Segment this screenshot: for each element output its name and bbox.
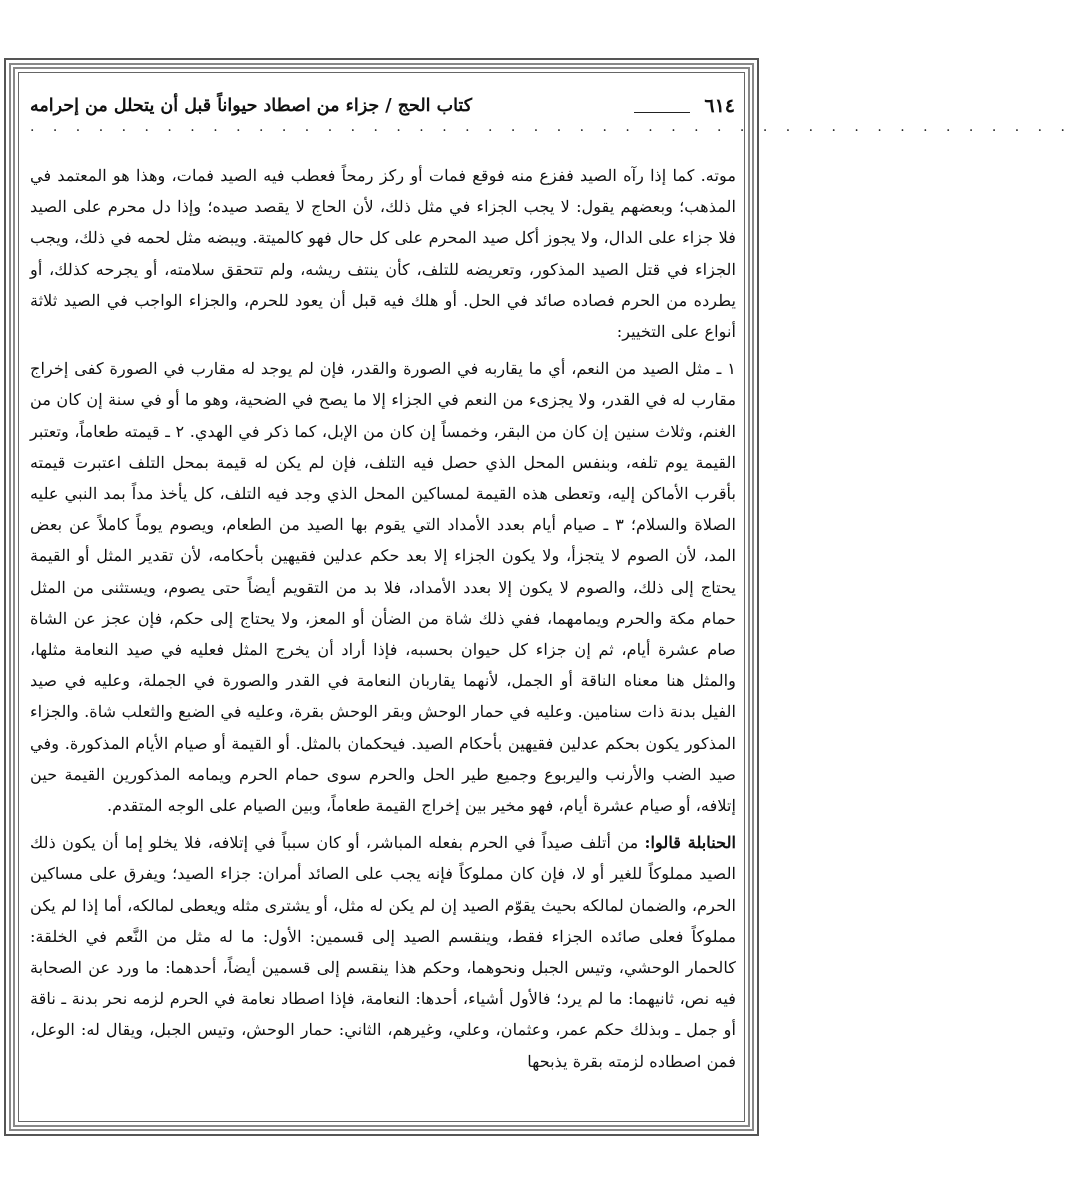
- paragraph-3-text: من أتلف صيداً في الحرم بفعله المباشر، أو كان سبباً في إتلافه، فلا يخلو إما أن يكون ذلك الصيد مملوكاً للغير أو لا، فإن كان مملوكاً فإنه يجب على الصائد أمران: جزاء الصيد؛ ويفرق على مساكين الحرم، والضمان لمالكه بحيث يقوّم الصيد إن لم يكن له مثل، أو يشترى مثله ويعطى لمالكه، أما إذا لم يكن مملوكاً فعلى صائده الجزاء فقط، وينقسم الصيد إلى قسمين: الأول: ما له مثل من النَّعم في الخلقة: كالحمار الوحشي، وتيس الجبل ونحوهما، وحكم هذا ينقسم إلى قسمين أيضاً، أحدهما: ما ورد عن الصحابة فيه نص، ثانيهما: ما لم يرد؛ فالأول أشياء، أحدها: النعامة، فإذا اصطاد نعامة في الحرم لزمه نحر بدنة ـ ناقة أو جمل ـ وبذلك حكم عمر، وعثمان، وعلي، وغيرهم، الثاني: حمار الوحش، وتيس الجبل، ويقال له: الوعل، فمن اصطاده لزمته بقرة يذبحها: [30, 833, 736, 1071]
- page-body: [30, 160, 736, 1110]
- paragraph-3: [30, 827, 736, 1077]
- school-label-hanabila: الحنابلة قالوا:: [644, 833, 737, 853]
- page-header: [30, 90, 735, 122]
- paragraph-2: ١ ـ مثل الصيد من النعم، أي ما يقاربه في الصورة والقدر، فإن لم يوجد له مقارب في الصورة كفى إخراج مقارب له في القدر، ولا يجزىء من النعم في الجزاء إلا ما يصح في الضحية، وهو ما أو في سنة إن كان من الغنم، وثلاث سنين إن كان من البقر، وخمساً إن كان من الإبل، كما ذكر في الهدي. ٢ ـ قيمته طعاماً، وتعتبر القيمة يوم تلفه، وبنفس المحل الذي حصل فيه التلف، فإن لم يكن له قيمة بمحل التلف اعتبرت قيمته بأقرب الأماكن إليه، وتعطى هذه القيمة لمساكين المحل الذي وجد فيه التلف، كل يأخذ مداً بمد النبي عليه الصلاة والسلام؛ ٣ ـ صيام أيام بعدد الأمداد التي يقوم بها الصيد من الطعام، ويصوم يوماً كاملاً عن بعض المد، لأن الصوم لا يتجزأ، ولا يكون الجزاء إلا بعد حكم عدلين فقيهين بأحكامه، لأن تقدير المثل أو القيمة يحتاج إلى ذلك، والصوم لا يكون إلا بعدد الأمداد، فلا بد من التقويم أيضاً حتى يصوم، ويستثنى من المثل حمام مكة والحرم ويمامهما، ففي ذلك شاة من الضأن أو المعز، ولا يحتاج إلى حكم، فإن عجز عن الشاة صام عشرة أيام، ثم إن جزاء كل حيوان بحسبه، فإذا أراد أن يخرج المثل فعليه في صيد النعامة مثلها، والمثل هنا معناه الناقة أو الجمل، لأنهما يقاربان النعامة في القدر والصورة في الجملة، وعليه في صيد الفيل بدنة ذات سنامين. وعليه في حمار الوحش وبقر الوحش بقرة، وعليه في الضبع والثعلب شاة. والجزاء المذكور يكون بحكم عدلين فقيهين بأحكام الصيد. فيحكمان بالمثل. أو القيمة أو صيام الأيام المذكورة. وفي صيد الضب والأرنب واليربوع وجميع طير الحل والحرم سوى حمام الحرم ويمامه المذكورين القيمة حين إتلافه، أو صيام عشرة أيام، فهو مخير بين إخراج القيمة طعاماً، وبين الصيام على الوجه المتقدم.: [30, 359, 736, 816]
- header-rule: [634, 100, 690, 113]
- page-number: ٦١٤: [704, 95, 735, 117]
- dotted-divider: · · · · · · · · · · · · · · · · · · · · · · · · · · · · · · · · · · · · · · · · · · · · · ·: [30, 123, 1072, 139]
- running-title: كتاب الحج / جزاء من اصطاد حيواناً قبل أن يتحلل من إحرامه: [30, 96, 473, 116]
- paragraph-1: موته. كما إذا رآه الصيد ففزع منه فوقع فمات أو ركز رمحاً فعطب فيه الصيد فمات، وهذا هو المعتمد في المذهب؛ وبعضهم يقول: لا يجب الجزاء في مثل ذلك، لأن الحاج لا يقصد صيده؛ وإذا دل محرم على الصيد فلا جزاء على الدال، ولا يجوز أكل صيد المحرم على كل حال فهو كالميتة. ويبضه مثل لحمه في ذلك، ويجب الجزاء في قتل الصيد المذكور، وتعريضه للتلف، كأن ينتف ريشه، ولم تتحقق سلامته، أو يجرحه كذلك، أو يطرده من الحرم فصاده صائد في الحل. أو هلك فيه قبل أن يعود للحرم، والجزاء الواجب في الصيد ثلاثة أنواع على التخيير:: [30, 166, 736, 342]
